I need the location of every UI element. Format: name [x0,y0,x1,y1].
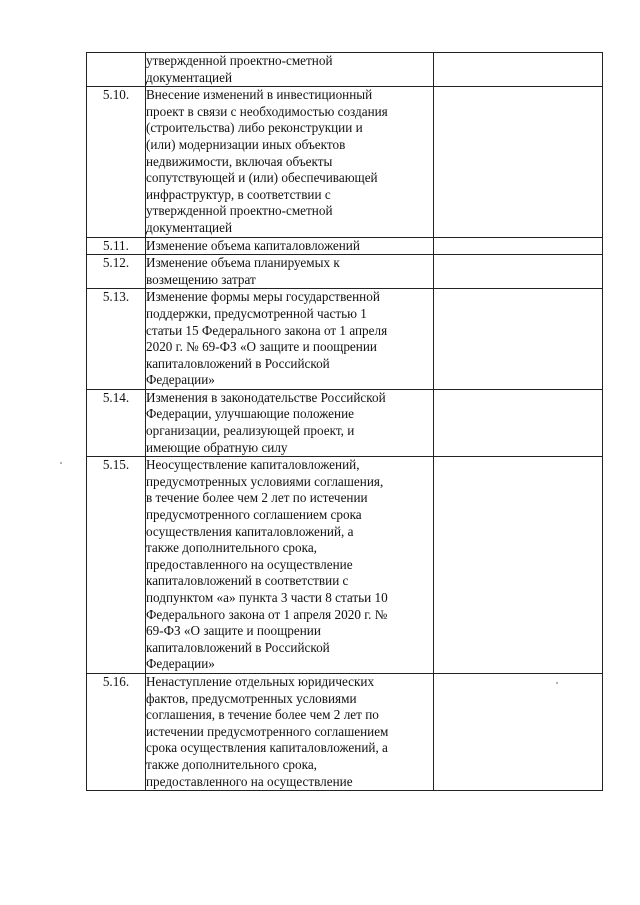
row-empty-cell [434,87,603,237]
row-text: Неосуществление капиталовложений, предусмотренных условиями соглашения, в течение более чем 2 лет по истечении предусмотренного соглашением срока осуществления капиталовложений, а также дополнительного срока, предоставленного на осуществление капиталовложений в соответствии с подпунктом «а» пункта 3 части 8 статьи 10 Федерального закона от 1 апреля 2020 г. № 69-ФЗ «О защите и поощрении капиталовложений в Российской Федерации» [146,457,388,672]
row-text-cell [146,53,434,87]
row-text-cell [146,237,434,255]
row-number: 5.10. [87,87,146,237]
row-number: 5.15. [87,457,146,674]
table-row [87,87,603,237]
row-empty-cell [434,255,603,289]
scan-speck [556,682,558,684]
scan-speck [60,462,62,464]
row-empty-cell [434,289,603,390]
requirements-table [86,52,603,791]
row-text-cell [146,457,434,674]
table-row [87,289,603,390]
row-empty-cell [434,53,603,87]
table-row [87,457,603,674]
row-text-cell [146,289,434,390]
table-row [87,237,603,255]
row-text: Ненаступление отдельных юридических фактов, предусмотренных условиями соглашения, в течение более чем 2 лет по истечении предусмотренного соглашением срока осуществления капиталовложений, а также дополнительного срока, предоставленного на осуществление [146,673,389,789]
row-text-cell [146,87,434,237]
row-number: 5.13. [87,289,146,390]
row-text: Изменение объема капиталовложений [146,237,360,253]
row-text: Внесение изменений в инвестиционный проект в связи с необходимостью создания (строительства) либо реконструкции и (или) модернизации иных объектов недвижимости, включая объекты сопутствующей и (или) обеспечивающей инфраструктур, в соответствии с утвержденной проектно-сметной документацией [146,87,388,235]
table-row [87,389,603,456]
row-number: 5.14. [87,389,146,456]
row-text: утвержденной проектно-сметной документацией [146,53,333,85]
row-empty-cell [434,457,603,674]
row-number: 5.16. [87,673,146,790]
row-text: Изменения в законодательстве Российской Федерации, улучшающие положение организации, реализующей проект, и имеющие обратную силу [146,389,386,455]
row-text-cell [146,673,434,790]
row-number [87,53,146,87]
table-row [87,673,603,790]
row-empty-cell [434,237,603,255]
row-text-cell [146,389,434,456]
row-empty-cell [434,389,603,456]
row-empty-cell [434,673,603,790]
row-text: Изменение формы меры государственной поддержки, предусмотренной частью 1 статьи 15 Федерального закона от 1 апреля 2020 г. № 69-ФЗ «О защите и поощрении капиталовложений в Российской Федерации» [146,289,388,388]
row-text-cell [146,255,434,289]
row-number: 5.12. [87,255,146,289]
table-row [87,53,603,87]
row-text: Изменение объема планируемых к возмещению затрат [146,255,340,287]
table-row [87,255,603,289]
row-number: 5.11. [87,237,146,255]
